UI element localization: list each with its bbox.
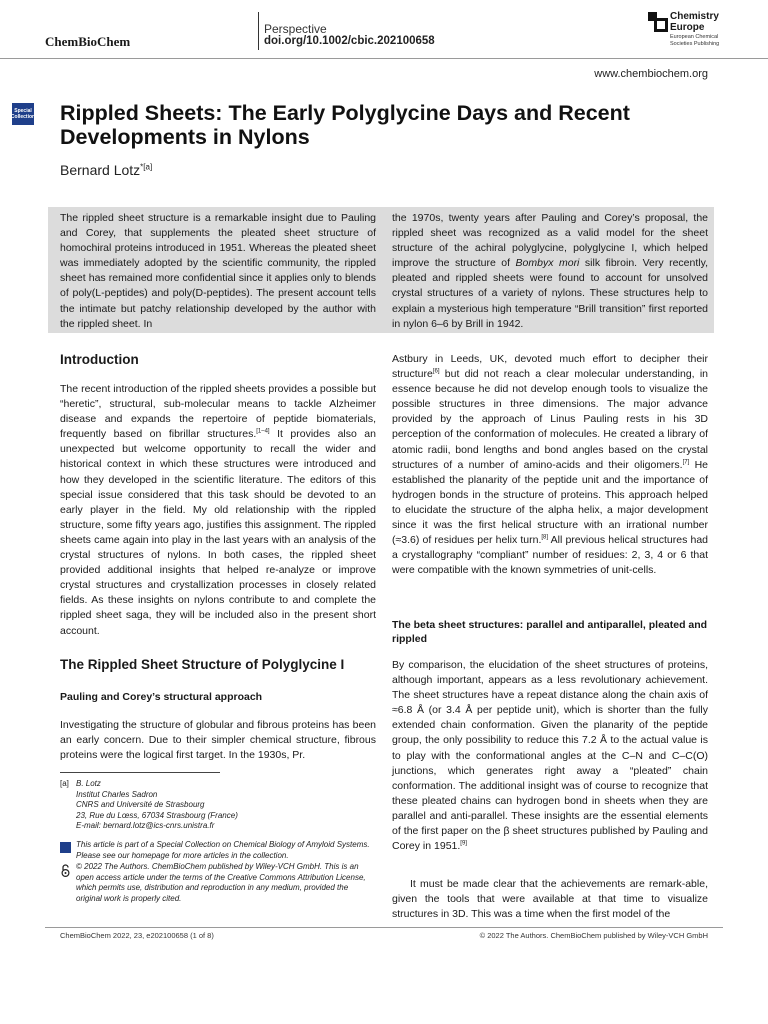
subheading-pauling-corey: Pauling and Corey’s structural approach (60, 691, 263, 703)
special-collection-note: This article is part of a Special Collection on Chemical Biology of Amyloid Systems. Please see our homepage for more articles in the collection. (76, 840, 370, 860)
introduction-paragraph (60, 382, 376, 639)
publisher-logo-line1: Chemistry (670, 11, 719, 22)
citation-1-4[interactable]: [1–4] (256, 428, 270, 435)
journal-website-link[interactable]: www.chembiochem.org (594, 68, 708, 80)
subheading-beta-sheet: The beta sheet structures: parallel and antiparallel, pleated and rippled (392, 619, 708, 645)
footer-citation: ChemBioChem 2022, 23, e202100658 (1 of 8) (60, 931, 214, 940)
author-name: Bernard Lotz (60, 162, 141, 178)
doi-link[interactable]: doi.org/10.1002/cbic.202100658 (264, 35, 435, 47)
beta-sheet-text: By comparison, the elucidation of the sheet structures of proteins, although important, appears as a less revolutionary achievement. The sheet structures have a repeat distance along the chain axis of ≈6.8 Å (or 3.4 Å per peptide unit), which is shorter than the fully extended chain conformation. Given the planarity of the peptide group, the only possibility to reduce this 7.2 Å to the actual value is to play with the conformational angles at the C–N and C–C(O) junctions, which generates right away a “pleated” chain conformation. The additional insight was of course to recognize that these pleated chains can hydrogen bond in sheets when they are parallel and anti-parallel. These insights are the essential elements of the first paper on the β sheet structures published by Pauling and Corey in 1951. (392, 659, 708, 853)
intro-text-1: The recent introduction of the rippled sheets provides a possible but “heretic”, structural, sub-molecular means to tackle Alzheimer disease and expands the repertoire of peptide biomaterials, frequently based on fibrillar structures. (60, 383, 376, 441)
astbury-text-2: but did not reach a clear molecular understanding, in essence because he did not develop enough tools to visualize the possible structures in three dimensions. The major advance provided by the approach of Linus Pauling rests in his 3D perception of the conformation of molecules. He created a library of atomic radii, bond lengths and bond angles based on the crystal structures of a number of amino-acids and their oligomers. (392, 368, 708, 471)
abstract-right (392, 211, 708, 332)
journal-name: ChemBioChem (45, 34, 131, 49)
abstract-species: Bombyx mori (515, 257, 580, 270)
beta-sheet-paragraph (392, 658, 708, 854)
introduction-heading: Introduction (60, 352, 139, 367)
affiliation-university: CNRS and Université de Strasbourg (76, 800, 205, 809)
affiliation-name: B. Lotz (76, 779, 101, 788)
special-collection-small-icon (60, 842, 71, 853)
achievements-paragraph: It must be made clear that the achievements are remark-able, given the tools that were available at that time to visualize structures in 3D. This was a time when the first model of the (392, 878, 708, 921)
section-heading-polyglycine: The Rippled Sheet Structure of Polyglycine I (60, 657, 345, 672)
footer-rule (45, 927, 723, 928)
affiliation-institute: Institut Charles Sadron (76, 789, 158, 799)
affiliation-address: 23, Rue du Lœss, 67034 Strasbourg (France) (76, 810, 238, 820)
author-line (60, 162, 152, 178)
open-access-icon (60, 864, 71, 882)
header-divider (258, 12, 259, 50)
astbury-text-1: Astbury in Leeds, UK, devoted much effort to decipher their structure (392, 353, 708, 381)
astbury-text-3: He established the planarity of the peptide unit and the importance of hydrogen bonds in the structure of proteins. This approach helped to elucidate the structure of the alpha helix, a major development since it was the first helical structure with an irrational number (≈3.6) of residues per helix turn. (392, 458, 709, 547)
article-type: Perspective (264, 22, 327, 36)
footer-copyright: © 2022 The Authors. ChemBioChem published by Wiley-VCH GmbH (479, 931, 708, 940)
publisher-subtitle: European Chemical Societies Publishing (670, 34, 720, 47)
citation-6[interactable]: [6] (432, 368, 440, 375)
astbury-paragraph (392, 352, 708, 578)
citation-8[interactable]: [8] (541, 534, 549, 541)
article-title: Rippled Sheets: The Early Polyglycine Days and Recent Developments in Nylons (60, 101, 630, 149)
footnote-rule (60, 772, 220, 773)
citation-9[interactable]: [9] (460, 840, 467, 847)
license-note: © 2022 The Authors. ChemBioChem published by Wiley-VCH GmbH. This is an open access article under the terms of the Creative Commons Attribution License, which permits use, distribution and reproduction in any medium, provided the original work is properly cited. (76, 862, 366, 903)
abstract-right-text-1: the 1970s, twenty years after Pauling and Corey’s proposal, the rippled sheet was recognized as a valid model for the sheet structure of the achiral polyglycine, polyglycine I, which helped improve the structure of (392, 212, 708, 270)
author-marks: *[a] (140, 162, 153, 172)
intro-text-2: It provides also an unexpected but welcome opportunity to recall the wider and historical context in which these structures were introduced and how they developed in the scientific literature. The editors of this special issue considered that this task should be devoted to an early player in the field. My old relationship with the rippled structure, some fifty years ago, justifies this assignment. The rippled sheets came again into play in the last years with an analysis of the crystal structures of nylons. In both cases, the rippled sheet provided additional insights that helped re-analyze or improve crystal structures and crystallization processes in closely related fields. As these insights on nylons contribute to and complete the rippled sheet saga, they will be included also in the present short account. (60, 428, 376, 637)
citation-7[interactable]: [7] (682, 459, 690, 466)
chemistry-europe-logo-icon (648, 12, 668, 32)
affiliation-label: [a] (60, 779, 69, 788)
header-rule (0, 58, 768, 59)
affiliation-block (76, 779, 376, 832)
astbury-text-4: All previous helical structures had a crystallography “compliant” number of residues: 2, 3, 4 or 6 that were compatible with the known symmetries of unit-cells. (392, 534, 708, 577)
publisher-logo-line2: Europe (670, 22, 705, 33)
affiliation-email[interactable]: E-mail: bernard.lotz@ics-cnrs.unistra.fr (76, 821, 215, 830)
pauling-corey-paragraph: Investigating the structure of globular and fibrous proteins has been an early concern. Due to their simpler chemical structure, fibrous proteins were the logical first target. In the 1930s, Pr. (60, 719, 376, 762)
abstract-left: The rippled sheet structure is a remarkable insight due to Pauling and Corey, that supplements the pleated sheet structure of homochiral proteins introduced in 1951. Whereas the pleated sheet was immediately adopted by the scientific community, the rippled sheet has remained more confidential since it applies only to blends of poly(L-peptides) and poly(D-peptides). The present account tells the intimate but patchy relationship developed by the author with the rippled sheet. In (60, 212, 376, 330)
special-collection-badge: Special Collection (12, 103, 34, 125)
abstract-right-text-2: silk fibroin. Very recently, pleated and rippled sheets were found to account for unsolved crystal structures of a variety of nylons. These structures help to explain a mysterious high temperature “Brill transition” first reported in nylon 6–6 by Brill in 1942. (392, 257, 709, 330)
